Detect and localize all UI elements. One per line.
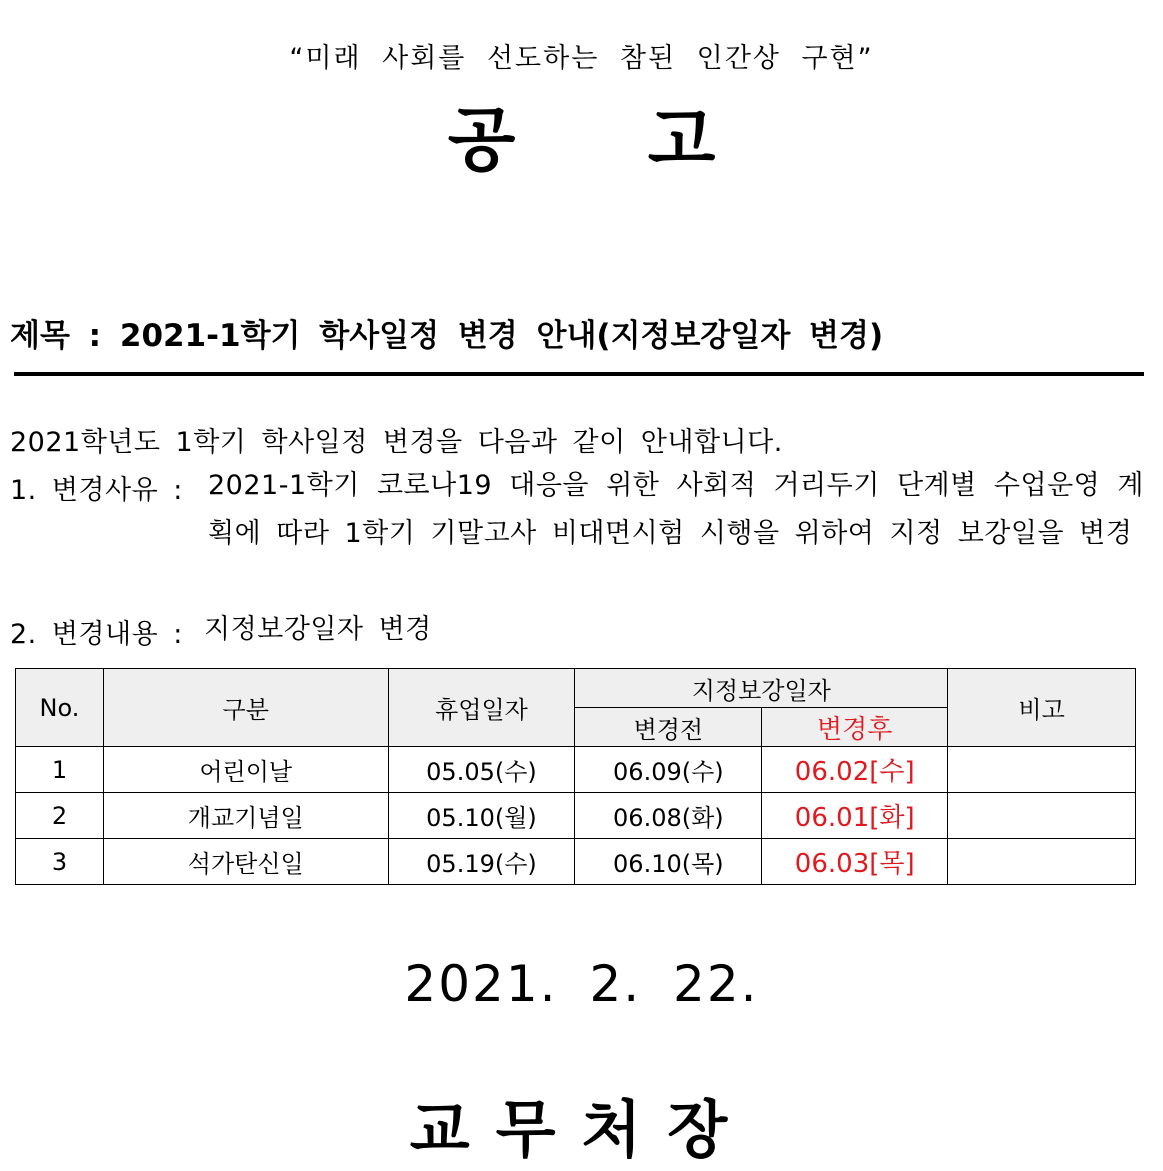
notice-date: 2021. 2. 22. [404, 955, 759, 1013]
cell-no: 3 [16, 839, 104, 885]
header-remarks: 비고 [948, 669, 1136, 747]
cell-closure-date: 05.10(월) [388, 793, 575, 839]
reason-label: 1. 변경사유 : [10, 475, 183, 506]
cell-after: 06.02[수] [762, 747, 948, 793]
cell-remarks [948, 839, 1136, 885]
reason-content: 2021-1학기 코로나19 대응을 위한 사회적 거리두기 단계별 수업운영 계획에 따라 1학기 기말고사 비대면시험 시행을 위하여 지정 보강일을 변경 [208, 470, 1144, 549]
header-category: 구분 [103, 669, 388, 747]
change-label: 2. 변경내용 : [10, 619, 183, 650]
notice-title-char-2: 고 [647, 99, 716, 181]
cell-after: 06.03[목] [762, 839, 948, 885]
cell-remarks [948, 747, 1136, 793]
header-no: No. [16, 669, 104, 747]
schedule-table [15, 668, 1136, 885]
cell-no: 2 [16, 793, 104, 839]
cell-before: 06.10(목) [575, 839, 762, 885]
header-makeup-date: 지정보강일자 [575, 669, 948, 708]
table-row [16, 839, 1136, 885]
header-after: 변경후 [762, 708, 948, 747]
cell-before: 06.08(화) [575, 793, 762, 839]
cell-closure-date: 05.19(수) [388, 839, 575, 885]
notice-title-char-1: 공 [447, 99, 516, 181]
cell-category: 어린이날 [103, 747, 388, 793]
cell-no: 1 [16, 747, 104, 793]
cell-before: 06.09(수) [575, 747, 762, 793]
cell-after: 06.01[화] [762, 793, 948, 839]
divider [14, 372, 1144, 376]
reason-item [10, 468, 1144, 549]
change-content: 지정보강일자 변경 [204, 614, 432, 645]
cell-category: 개교기념일 [103, 793, 388, 839]
cell-closure-date: 05.05(수) [388, 747, 575, 793]
subject-line: 제목 : 2021-1학기 학사일정 변경 안내(지정보강일자 변경) [10, 318, 884, 354]
change-item [10, 612, 1144, 651]
notice-title [0, 84, 1163, 185]
intro-text: 2021학년도 1학기 학사일정 변경을 다음과 같이 안내합니다. [10, 427, 783, 458]
header-closure-date: 휴업일자 [388, 669, 575, 747]
table-row [16, 747, 1136, 793]
table-row [16, 793, 1136, 839]
header-before: 변경전 [575, 708, 762, 747]
cell-remarks [948, 793, 1136, 839]
motto: “미래 사회를 선도하는 참된 인간상 구현” [289, 43, 874, 74]
cell-category: 석가탄신일 [103, 839, 388, 885]
signer: 교무처장 [409, 1093, 754, 1166]
